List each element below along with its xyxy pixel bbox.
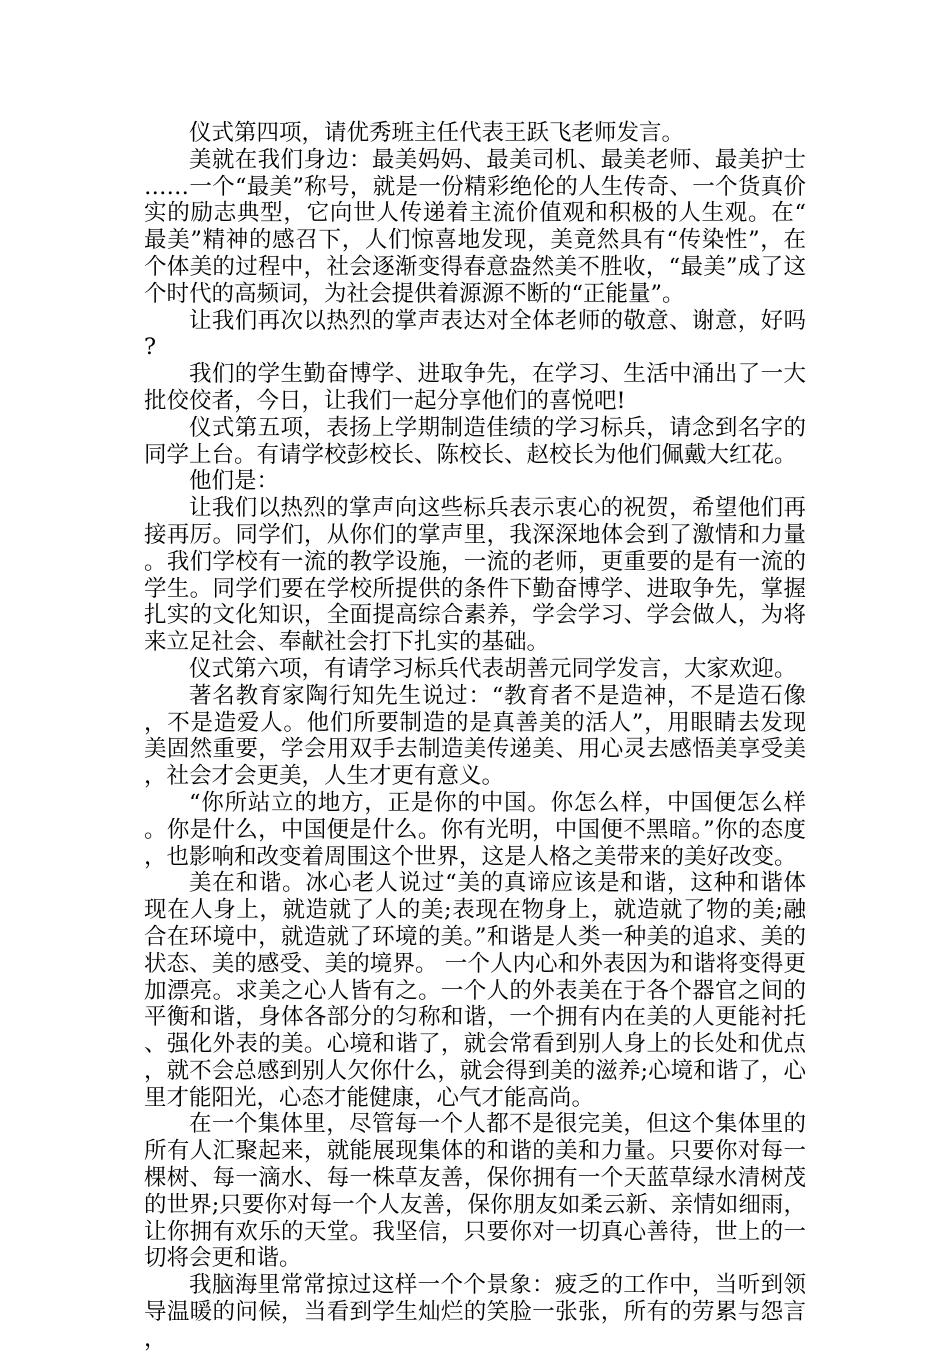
paragraph-12: 在一个集体里，尽管每一个人都不是很完美，但这个集体里的所有人汇聚起来，就能展现集体的和谐的美和力量。只要你对每一棵树、每一滴水、每一株草友善，保你拥有一个天蓝草绿水清树茂的世界;只要你对每一个人友善，保你朋友如柔云新、亲情如细雨，让你拥有欢乐的天堂。我坚信，只要你对一切真心善待，世上的一切将会更和谐。 xyxy=(144,1111,806,1272)
paragraph-2: 美就在我们身边：最美妈妈、最美司机、最美老师、最美护士……一个“最美”称号，就是一份精彩绝伦的人生传奇、一个货真价实的励志典型，它向世人传递着主流价值观和积极的人生观。在“最美”精神的感召下，人们惊喜地发现，美竟然具有“传染性”，在个体美的过程中，社会逐渐变得春意盎然美不胜收，“最美”成了这个时代的高频词，为社会提供着源源不断的“正能量”。 xyxy=(144,146,806,307)
paragraph-10: “你所站立的地方，正是你的中国。你怎么样，中国便怎么样。你是什么，中国便是什么。你有光明，中国便不黑暗。”你的态度，也影响和改变着周围这个世界，这是人格之美带来的美好改变。 xyxy=(144,789,806,870)
paragraph-6: 他们是： xyxy=(189,468,280,495)
paragraph-1: 仪式第四项，请优秀班主任代表王跃飞老师发言。 xyxy=(189,120,685,146)
paragraph-3: 让我们再次以热烈的掌声表达对全体老师的敬意、谢意，好吗? xyxy=(144,307,806,361)
paragraph-5: 仪式第五项，表扬上学期制造佳绩的学习标兵，请念到名字的同学上台。有请学校彭校长、陈校长、赵校长为他们佩戴大红花。 xyxy=(144,414,806,468)
paragraph-7: 让我们以热烈的掌声向这些标兵表示衷心的祝贺，希望他们再接再厉。同学们，从你们的掌声里，我深深地体会到了激情和力量。我们学校有一流的教学设施，一流的老师，更重要的是有一流的学生。同学们要在学校所提供的条件下勤奋博学、进取争先，掌握扎实的文化知识，全面提高综合素养，学会学习、学会做人，为将来立足社会、奉献社会打下扎实的基础。 xyxy=(144,495,806,656)
paragraph-9: 著名教育家陶行知先生说过：“教育者不是造神，不是造石像，不是造爱人。他们所要制造的是真善美的活人”，用眼睛去发现美固然重要，学会用双手去制造美传递美、用心灵去感悟美享受美，社会才会更美，人生才更有意义。 xyxy=(144,682,806,790)
document-body xyxy=(144,120,806,1353)
paragraph-8: 仪式第六项，有请学习标兵代表胡善元同学发言，大家欢迎。 xyxy=(189,655,797,682)
paragraph-13: 我脑海里常常掠过这样一个个景象：疲乏的工作中，当听到领导温暖的问候，当看到学生灿烂的笑脸一张张，所有的劳累与怨言， xyxy=(144,1272,806,1352)
paragraph-4: 我们的学生勤奋博学、进取争先，在学习、生活中涌出了一大批佼佼者，今日，让我们一起分享他们的喜悦吧! xyxy=(144,361,806,414)
paragraph-11: 美在和谐。冰心老人说过“美的真谛应该是和谐，这种和谐体现在人身上，就造就了人的美;表现在物身上，就造就了物的美;融合在环境中，就造就了环境的美。”和谐是人类一种美的追求、美的状态、美的感受、美的境界。 一个人内心和外表因为和谐将变得更加漂亮。求美之心人皆有之。一个人的外表美在于各个器官之间的平衡和谐，身体各部分的匀称和谐，一个拥有内在美的人更能衬托、强化外表的美。心境和谐了，就会常看到别人身上的长处和优点，就不会总感到别人欠你什么，就会得到美的滋养;心境和谐了，心里才能阳光，心态才能健康，心气才能高尚。 xyxy=(144,870,806,1111)
